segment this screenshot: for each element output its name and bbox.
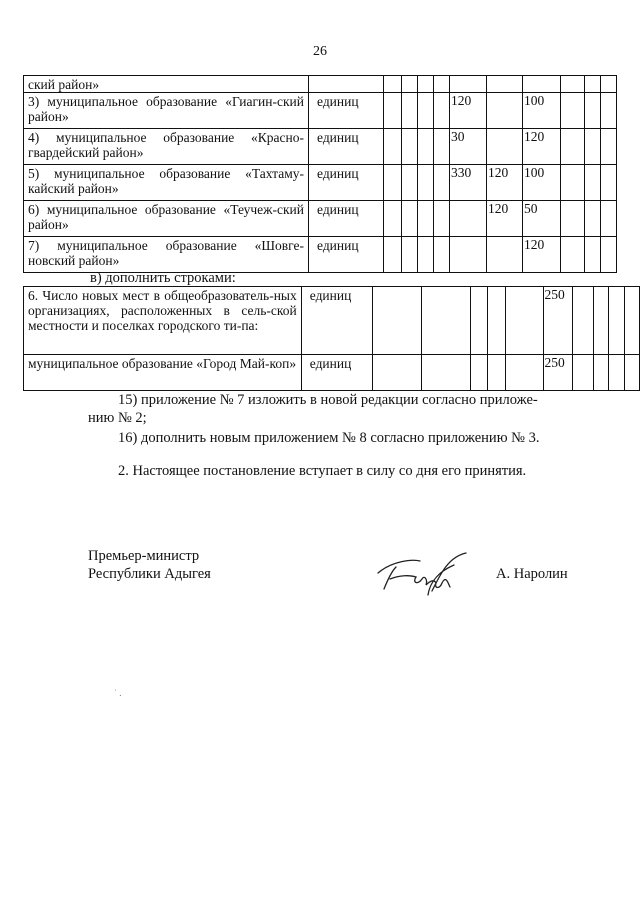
table-row bbox=[24, 237, 617, 273]
value-cell: 120 bbox=[487, 165, 523, 201]
row-unit: единиц bbox=[301, 287, 372, 355]
value-cell bbox=[585, 165, 601, 201]
value-cell bbox=[418, 76, 434, 93]
value-cell bbox=[434, 93, 450, 129]
value-cell bbox=[384, 201, 402, 237]
value-cell bbox=[402, 93, 418, 129]
value-cell bbox=[561, 76, 585, 93]
value-cell bbox=[561, 201, 585, 237]
value-cell bbox=[402, 76, 418, 93]
row-unit: единиц bbox=[309, 129, 384, 165]
row-unit: единиц bbox=[301, 355, 372, 391]
value-cell bbox=[561, 165, 585, 201]
table-row bbox=[24, 201, 617, 237]
row-unit: единиц bbox=[309, 93, 384, 129]
value-cell bbox=[624, 355, 639, 391]
value-cell bbox=[418, 201, 434, 237]
value-cell bbox=[434, 76, 450, 93]
value-cell bbox=[561, 93, 585, 129]
value-cell bbox=[585, 76, 601, 93]
value-cell bbox=[418, 237, 434, 273]
value-cell: 250 bbox=[543, 287, 573, 355]
table-municipal-districts bbox=[23, 75, 617, 273]
row-unit: единиц bbox=[309, 201, 384, 237]
row-name: 5) муниципальное образование «Тахтаму-кайский район» bbox=[24, 165, 309, 201]
table-new-places bbox=[23, 286, 640, 391]
row-unit: единиц bbox=[309, 237, 384, 273]
row-name: 7) муниципальное образование «Шовге-новский район» bbox=[24, 237, 309, 273]
signatory-title-line-2: Республики Адыгея bbox=[88, 566, 211, 582]
value-cell bbox=[601, 93, 617, 129]
value-cell bbox=[601, 129, 617, 165]
value-cell bbox=[384, 129, 402, 165]
row-name: 6) муниципальное образование «Теучеж-ский район» bbox=[24, 201, 309, 237]
value-cell bbox=[573, 355, 594, 391]
value-cell bbox=[487, 129, 523, 165]
item-15-line-1: 15) приложение № 7 изложить в новой редакции согласно приложе- bbox=[118, 392, 538, 408]
value-cell: 250 bbox=[543, 355, 573, 391]
value-cell bbox=[561, 129, 585, 165]
value-cell bbox=[487, 237, 523, 273]
value-cell bbox=[421, 287, 470, 355]
value-cell bbox=[523, 76, 561, 93]
value-cell bbox=[601, 76, 617, 93]
value-cell bbox=[609, 355, 624, 391]
value-cell: 50 bbox=[523, 201, 561, 237]
value-cell bbox=[601, 237, 617, 273]
row-name: 6. Число новых мест в общеобразователь-ных организациях, расположенных в сель-ской местности и поселках городского ти-па: bbox=[24, 287, 302, 355]
page-number: 26 bbox=[313, 44, 327, 59]
value-cell bbox=[585, 129, 601, 165]
value-cell bbox=[384, 237, 402, 273]
value-cell bbox=[594, 355, 609, 391]
value-cell bbox=[372, 287, 421, 355]
table-row bbox=[24, 93, 617, 129]
signatory-title-line-1: Премьер-министр bbox=[88, 548, 200, 564]
value-cell: 100 bbox=[523, 93, 561, 129]
row-name: 4) муниципальное образование «Красно-гвардейский район» bbox=[24, 129, 309, 165]
value-cell bbox=[421, 355, 470, 391]
handwritten-signature bbox=[370, 545, 480, 605]
value-cell bbox=[487, 93, 523, 129]
value-cell: 30 bbox=[450, 129, 487, 165]
value-cell: 120 bbox=[487, 201, 523, 237]
value-cell bbox=[434, 237, 450, 273]
value-cell bbox=[585, 93, 601, 129]
value-cell bbox=[585, 237, 601, 273]
value-cell bbox=[471, 355, 488, 391]
row-unit: единиц bbox=[309, 165, 384, 201]
signatory-name: А. Наролин bbox=[496, 566, 568, 582]
value-cell bbox=[505, 355, 543, 391]
value-cell bbox=[450, 237, 487, 273]
value-cell bbox=[384, 93, 402, 129]
value-cell bbox=[402, 165, 418, 201]
value-cell bbox=[601, 201, 617, 237]
value-cell bbox=[434, 201, 450, 237]
value-cell: 330 bbox=[450, 165, 487, 201]
table-row bbox=[24, 76, 617, 93]
value-cell bbox=[561, 237, 585, 273]
table-row bbox=[24, 287, 640, 355]
value-cell bbox=[384, 165, 402, 201]
value-cell bbox=[418, 165, 434, 201]
value-cell bbox=[601, 165, 617, 201]
table-row bbox=[24, 355, 640, 391]
intro-line: в) дополнить строками: bbox=[90, 270, 236, 286]
value-cell bbox=[573, 287, 594, 355]
item-15-line-2: нию № 2; bbox=[88, 410, 147, 426]
value-cell bbox=[402, 201, 418, 237]
value-cell bbox=[487, 76, 523, 93]
value-cell bbox=[450, 76, 487, 93]
value-cell bbox=[488, 355, 505, 391]
value-cell bbox=[594, 287, 609, 355]
value-cell: 120 bbox=[450, 93, 487, 129]
value-cell bbox=[488, 287, 505, 355]
value-cell bbox=[372, 355, 421, 391]
value-cell: 120 bbox=[523, 129, 561, 165]
value-cell bbox=[434, 129, 450, 165]
value-cell bbox=[434, 165, 450, 201]
row-unit bbox=[309, 76, 384, 93]
value-cell bbox=[585, 201, 601, 237]
value-cell bbox=[450, 201, 487, 237]
row-name: ский район» bbox=[24, 76, 309, 93]
row-name: 3) муниципальное образование «Гиагин-ский район» bbox=[24, 93, 309, 129]
value-cell bbox=[384, 76, 402, 93]
table-row bbox=[24, 129, 617, 165]
table-row bbox=[24, 165, 617, 201]
value-cell bbox=[418, 93, 434, 129]
value-cell bbox=[624, 287, 639, 355]
value-cell bbox=[609, 287, 624, 355]
scan-speck: ˙ . bbox=[114, 688, 122, 698]
value-cell: 120 bbox=[523, 237, 561, 273]
row-name: муниципальное образование «Город Май-коп» bbox=[24, 355, 302, 391]
value-cell bbox=[402, 129, 418, 165]
item-16: 16) дополнить новым приложением № 8 согласно приложению № 3. bbox=[118, 430, 540, 446]
value-cell: 100 bbox=[523, 165, 561, 201]
value-cell bbox=[471, 287, 488, 355]
value-cell bbox=[418, 129, 434, 165]
value-cell bbox=[402, 237, 418, 273]
value-cell bbox=[505, 287, 543, 355]
item-2: 2. Настоящее постановление вступает в силу со дня его принятия. bbox=[118, 463, 527, 479]
